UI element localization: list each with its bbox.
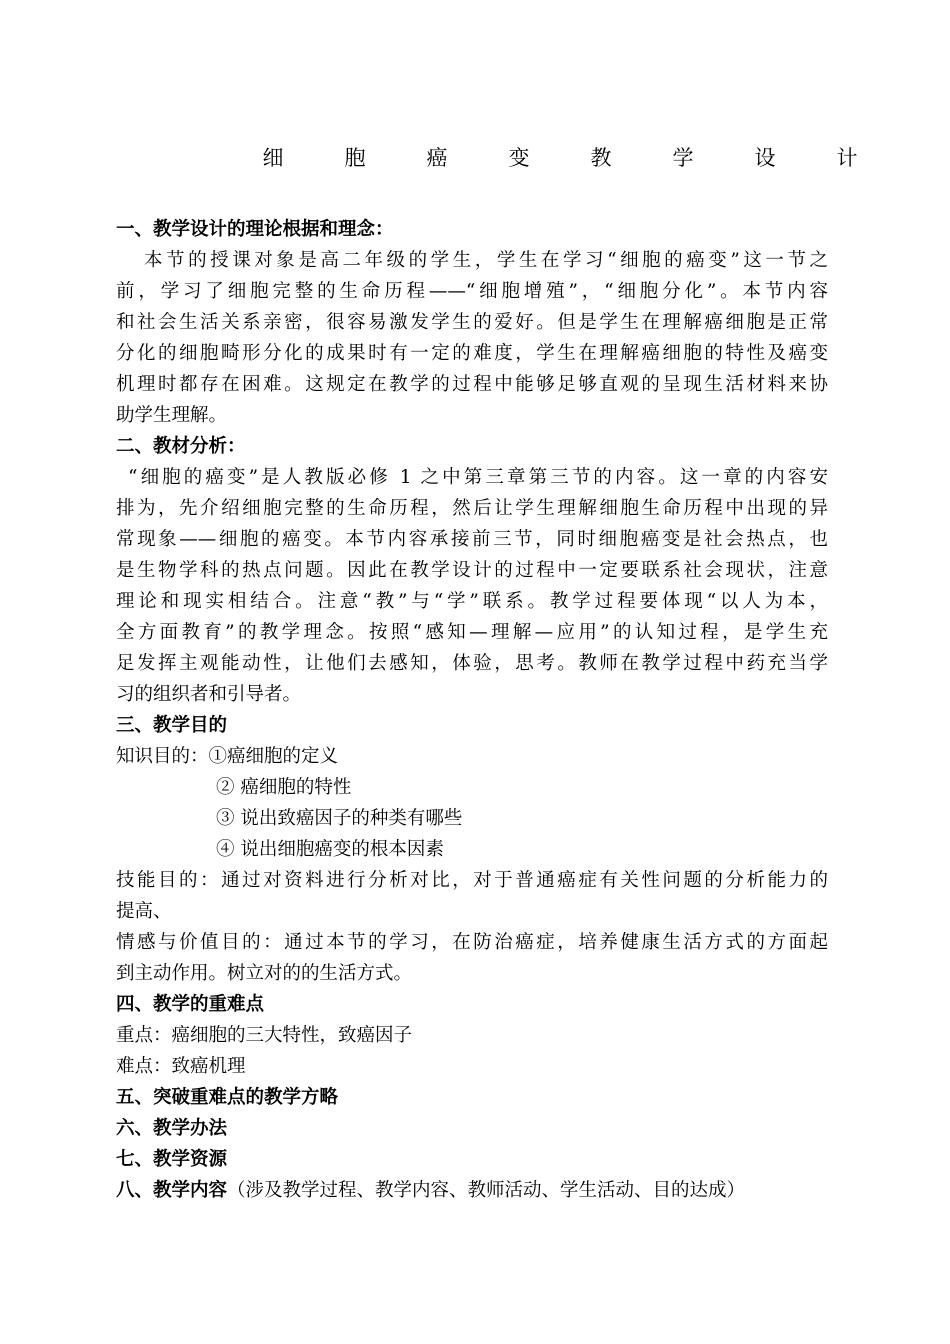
title-char: 设	[754, 146, 776, 170]
knowledge-goal-line	[116, 741, 828, 772]
paragraph-line: 和社会生活关系亲密，很容易激发学生的爱好。但是学生在理解癌细胞是正常	[116, 312, 828, 333]
section-heading-5: 五、突破重难点的教学方略	[116, 1087, 339, 1108]
title-char: 教	[590, 146, 612, 170]
title-char: 细	[262, 146, 284, 170]
paragraph-line: 理论和现实相结合。注意“教”与“学”联系。教学过程要体现“以人为本，	[116, 591, 828, 612]
paragraph-line: 助学生理解。	[116, 405, 228, 426]
document-title	[260, 142, 860, 172]
section-heading-8: 八、教学内容	[116, 1180, 228, 1201]
knowledge-label: 知识目的：	[116, 746, 209, 767]
section-heading-1: 一、教学设计的理论根据和理念：	[116, 219, 394, 240]
knowledge-item: ①癌细胞的定义	[208, 746, 339, 767]
document-body	[116, 214, 828, 1206]
emotion-goal-line: 到主动作用。树立对的的生活方式。	[116, 963, 413, 984]
paragraph-line: 全方面教育”的教学理念。按照“感知—理解—应用”的认知过程，是学生充	[116, 622, 828, 643]
knowledge-item: ③ 说出致癌因子的种类有哪些	[216, 808, 463, 829]
knowledge-item: ④ 说出细胞癌变的根本因素	[216, 839, 444, 860]
knowledge-item: ② 癌细胞的特性	[216, 777, 352, 798]
skill-goal-line: 提高、	[116, 901, 172, 922]
paragraph-line: 常现象——细胞的癌变。本节内容承接前三节，同时细胞癌变是社会热点，也	[116, 529, 828, 550]
section-heading-2: 二、教材分析：	[116, 436, 246, 457]
paragraph-line: 是生物学科的热点问题。因此在教学设计的过程中一定要联系社会现状，注意	[116, 560, 828, 581]
skill-goal-line: 技能目的：通过对资料进行分析对比，对于普通癌症有关性问题的分析能力的	[116, 870, 828, 891]
title-char: 学	[672, 146, 694, 170]
paragraph-line: 前，学习了细胞完整的生命历程——“细胞增殖”，“细胞分化”。本节内容	[116, 281, 828, 302]
section-heading-7: 七、教学资源	[116, 1149, 228, 1170]
title-char: 癌	[426, 146, 448, 170]
paragraph-line: 习的组织者和引导者。	[116, 684, 302, 705]
section-heading-8-line	[116, 1175, 828, 1206]
paragraph-line: 本节的授课对象是高二年级的学生，学生在学习“细胞的癌变”这一节之	[144, 250, 828, 271]
section-heading-3: 三、教学目的	[116, 715, 228, 736]
paragraph-line: 分化的细胞畸形分化的成果时有一定的难度，学生在理解癌细胞的特性及癌变	[116, 343, 828, 364]
title-char: 胞	[344, 146, 366, 170]
key-point-line: 重点：癌细胞的三大特性，致癌因子	[116, 1025, 413, 1046]
paragraph-line: 足发挥主观能动性，让他们去感知，体验，思考。教师在教学过程中药充当学	[116, 653, 828, 674]
difficulty-line: 难点：致癌机理	[116, 1056, 246, 1077]
title-char: 变	[508, 146, 530, 170]
paragraph-line: 排为，先介绍细胞完整的生命历程，然后让学生理解细胞生命历程中出现的异	[116, 498, 828, 519]
emotion-goal-line: 情感与价值目的：通过本节的学习，在防治癌症，培养健康生活方式的方面起	[116, 932, 828, 953]
section-8-note: （涉及教学过程、教学内容、教师活动、学生活动、目的达成）	[227, 1180, 746, 1201]
paragraph-line: 机理时都存在困难。这规定在教学的过程中能够足够直观的呈现生活材料来协	[116, 374, 828, 395]
paragraph-line: “细胞的癌变”是人教版必修 1 之中第三章第三节的内容。这一章的内容安	[128, 467, 828, 488]
title-char: 计	[836, 146, 858, 170]
section-heading-4: 四、教学的重难点	[116, 994, 265, 1015]
section-heading-6: 六、教学办法	[116, 1118, 228, 1139]
